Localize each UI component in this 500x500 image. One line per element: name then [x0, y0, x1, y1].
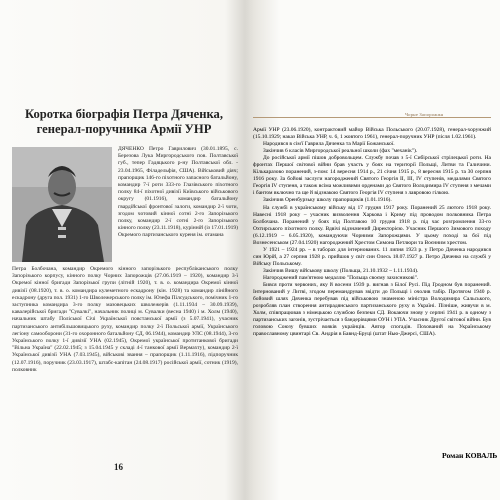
bio-body-text: Петра Болбочана, командир Окремого кінного запорізького республіканського полку Запорізького корпусу, кінного полку Чорних Запорожців (27.06.1919 – 1920), командир 3-ї Окремої кінної бригади Запорізької групи (літній 1920), т. в. о. командира Окремої кінної дивізії (08.1920), т. в. о. командира кулеметного ескадрону (кін. 1928) та командир лінійного ескадрону (друга пол. 1931) 1-го Шволежерського полку ім. Юзефа Пілсудського, помічник 1-го заступника командира 3-го полку мазовецьких шволежерів (1.11.1934 – 30.09.1939), кавалерійської бригади "Сувалкі", начальник полиці м. Сувалки (весна 1940) і м. Холм (1940), начальник штабу Поліської Січі Української повстанської армії (з 5.07.1941), учасник партизанського антибільшовицького руху, командир полку 2-ї Польської армії, Українського легіону самооборони (31-го охоронного батальйону СД, 06.1944), командир УЛС (08.1944), 3-го Українського полку 1-ї дивізії УНА (02.1945), Окремої української протитанкової бригади "Вільна Україна" (22.02.1945; з 15.04.1945 у складі 4-ї танкової армії Вермахту), командир 2-ї Української дивізії УНА (7.03.1945), військові звання – прапорщик (1.11.1916), підпоручник (12.07.1916), поручник (23.03.1917), штабс-капітан (24.08.1917) російської армії, сотник (1919), полковник [12, 266, 238, 373]
portrait-photo-svg [12, 147, 112, 262]
header-divider [253, 117, 491, 118]
title-line-2: генерал-поручника Армії УНР [36, 122, 212, 136]
page-number: 16 [114, 462, 123, 472]
author-signature: Роман КОВАЛЬ [442, 451, 498, 460]
paragraph: Нагороджений пам'ятною медаллю "Польща своєму захисникові". [263, 274, 419, 281]
paragraph: У 1921 – 1924 рр. – в таборах для інтернованих. 11 липня 1923 р. у Петро Дяченка народився син Юрій, а 27 серпня 1928 р. прийшов у світ син Олесь 18.07.1927 р. Петро Дяченко на службі у Війську Польському. [253, 246, 491, 267]
right-page-text [253, 127, 491, 338]
paragraph: На службі в українському війську від 17 грудня 1917 року. Поранений 25 лютого 1918 року. Навесні 1918 року – учасник визволення Харкова і Криму під проводом полковника Петра Болбочана. Поранений у боях під Полтавою 10 грудня 1918 р. під час розгромлення 33-го Охтирського піхотного полку. Вдвічі відзначений Директорією. Учасник Першого Зимового походу (6.12.1919 – 6.05.1920), командуючи Чорними Запорожцями. У цьому поході за бої під Вознесенськом (27.04.1920) нагороджений Хрестом Симона Петлюри та Воєнним хрестом. [253, 204, 491, 246]
portrait-photo [12, 147, 112, 262]
paragraph: Народився в сім'ї Гаврила Дяченка та Марії Божанської. [263, 141, 395, 148]
paragraph: До російської армії пішов добровольцем. Службу почав з 5-ї Сибірської стрілецької роти. На фронтах Першої світової війни брав участь у боях на території Польщі, Литви та Галичини. Кількаразово поранений, з-пом: 14 вересня 1914 р., 21 січня 1915 р., 8 вересня 1915 р. та 30 серпня 1916 року. За бойові заслуги нагороджений Святого Георгія ІІ, ІІІ, IV ступенів, медалями Святого Георгія IV ступеня, а також всіма можливими орденами до Святого Володимира IV ступеня з мечами і бантом включно та ще й відзнакою Святого Георгія IV ступеня з лавровою гілкою. [253, 155, 491, 197]
article-title [10, 107, 238, 137]
bio-intro-text: ДЯЧЕНКО Петро Гаврилович (30.01.1895, с. Березова Лука Миргородського пов. Полтавської губ., тепер Гадяцького р-ну Полтавської обл. - 23.04.1965, Філадельфія, США). Військовий діяч; прапорщик 146-го піхотного запасного батальйону, командир 7-ї роти 333-го Глазівського піхотного полку 84-ї піхотної дивізії Київського військового округу (01.1916), командир батальйону гвардійської фронтової залоги, командир 2-ї чоти, згодом чотовий кінної сотні 2-го Запорізького полку, командир 2-ї сотні 2-го Запорізького кінного полку (23.11.1918), куріннiй (із 17.01.1919) Окремого партизанського куреня ім. отамана [118, 146, 238, 239]
running-header: Чорне Запорожжя [405, 112, 444, 117]
title-line-1: Коротка біографія Петра Дяченка, [24, 107, 224, 121]
paragraph: Закінчив Оренбурзьку школу прапорщиків (1.01.1916). [263, 197, 392, 204]
paragraph: Закінчив 6 класів Миргородської реальної школи (фах "механік"). [263, 148, 418, 155]
paragraph: Бився проти червоних, яку й восени 1939 р. вигнав з Білої Русі. Під Гродном був поранений. Інтернований у Литві, згодом перемандрував звідти до Польщі і очолив табір. Протягом 1940 р. бойовий шлях Дяченка перебував під військовою знаменою міністра Володимира Сальського, розробляв план створення антирадянського партизанського руху в Україні. Пізніше, живучи в м. Холм, співпрацював з німецькою службою безпеки СД. Вокаючи знову у серпні 1941 р. в одному з партизанських загонів, зустрічається з бандерівцями ОУН і УПА. Учасник Другої світової війни. Був головою Союзу бувших вояків українців. Автор спогадів. Похований на Українському православному цвинтарі Св. Андрія в Бавнд-Бруці (штат Нью-Джерсі, США). [253, 282, 491, 338]
paragraph: Армії УНР (23.06.1920), контрактовий майор Війська Польського (20.07.1928), генерал-хорунжий (15.10.1929; наказ Війська УНР, ч. 6, 1 жовтого 1961), генерал-поручник УНР (після 1.02.1961). [253, 127, 491, 141]
paragraph: Закінчив Вишу військову школу (Польща, 21.10.1932 – 1.11.1934). [263, 267, 419, 274]
